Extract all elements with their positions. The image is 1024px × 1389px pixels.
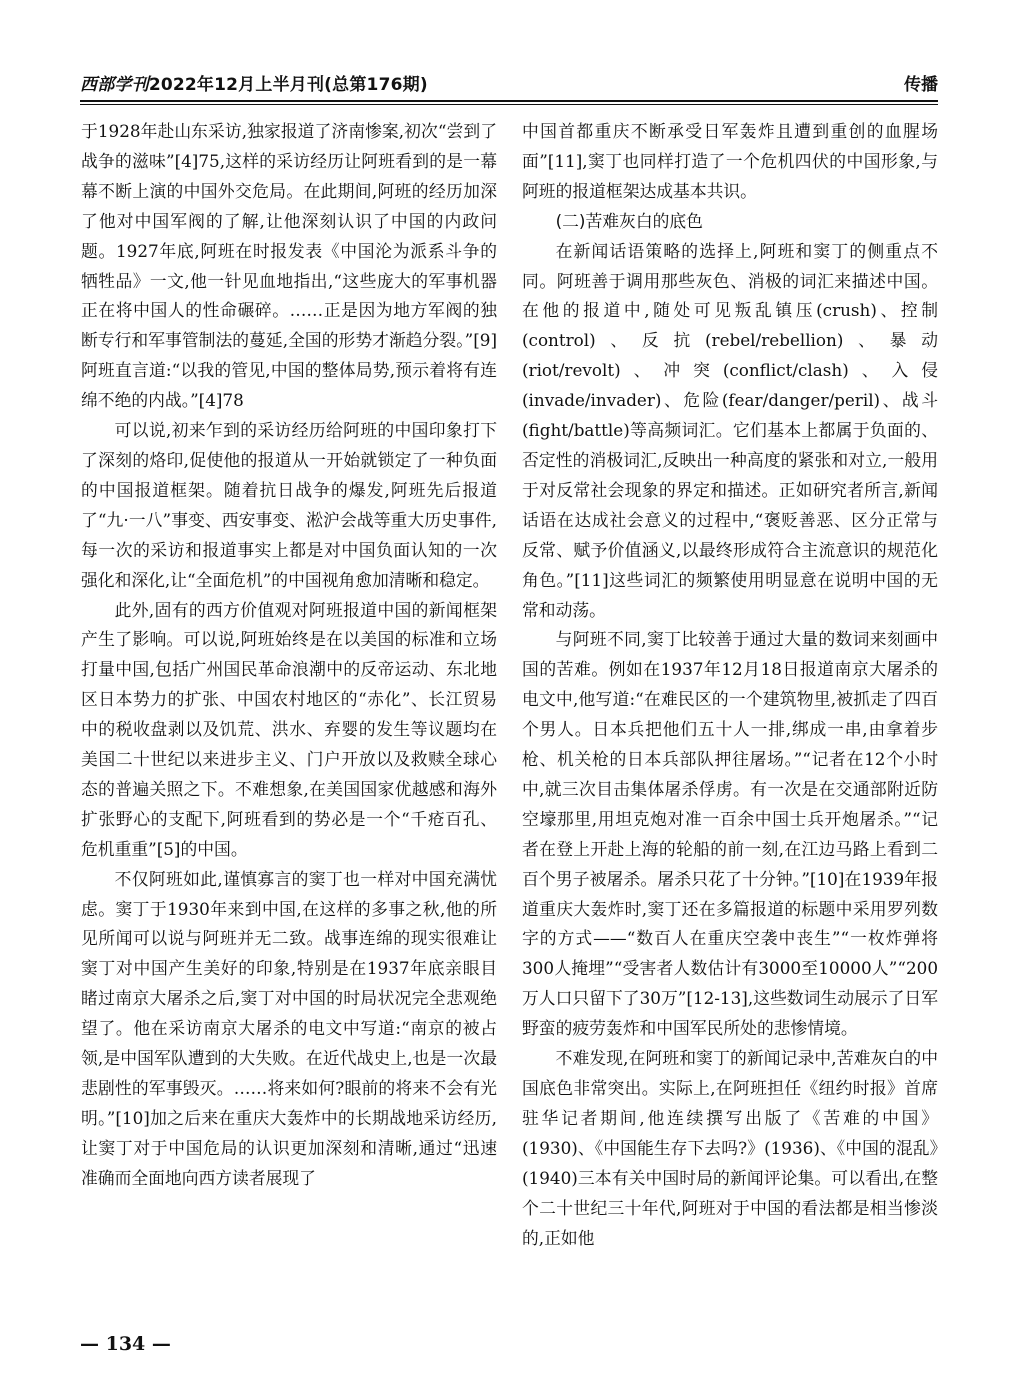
right-paragraph-2: 在新闻话语策略的选择上,阿班和窦丁的侧重点不同。阿班善于调用那些灰色、消极的词汇来描述中国。在他的报道中,随处可见叛乱镇压(crush)、控制(control)、反抗(rebel/rebellion)、暴动(riot/revolt)、冲突(conflict/clash)、入侵(invade/invader)、危险(fear/danger/peril)、战斗(fight/battle)等高频词汇。它们基本上都属于负面的、否定性的消极词汇,反映出一种高度的紧张和对立,一般用于对反常社会现象的界定和描述。正如研究者所言,新闻话语在达成社会意义的过程中,“褒贬善恶、区分正常与反常、赋予价值涵义,以最终形成符合主流意识的规范化角色。”[11]这些词汇的频繁使用明显意在说明中国的无常和动荡。 <box>522 240 938 620</box>
journal-logo: 西部学刊 <box>80 75 149 95</box>
left-paragraph-4: 不仅阿班如此,谨慎寡言的窦丁也一样对中国充满忧虑。窦丁于1930年来到中国,在这样的多事之秋,他的所见所闻可以说与阿班并无二致。战事连绵的现实很难让窦丁对中国产生美好的印象,特别是在1937年底亲眼目睹过南京大屠杀之后,窦丁对中国的时局状况完全悲观绝望了。他在采访南京大屠杀的电文中写道:“南京的被占领,是中国军队遭到的大失败。在近代战史上,也是一次最悲剧性的军事毁灭。……将来如何?眼前的将来不会有光明。”[10]加之后来在重庆大轰炸中的长期战地采访经历,让窦丁对于中国危局的认识更加深刻和清晰,通过“迅速准确而全面地向西方读者展现了 <box>81 868 497 1188</box>
right-paragraph-4: 不难发现,在阿班和窦丁的新闻记录中,苦难灰白的中国底色非常突出。实际上,在阿班担任《纽约时报》首席驻华记者期间,他连续撰写出版了《苦难的中国》(1930)、《中国能生存下去吗?》(1936)、《中国的混乱》(1940)三本有关中国时局的新闻评论集。可以看出,在整个二十世纪三十年代,阿班对于中国的看法都是相当惨淡的,正如他 <box>522 1048 938 1248</box>
left-paragraph-3: 此外,固有的西方价值观对阿班报道中国的新闻框架产生了影响。可以说,阿班始终是在以美国的标准和立场打量中国,包括广州国民革命浪潮中的反帝运动、东北地区日本势力的扩张、中国农村地区的“赤化”、长江贸易中的税收盘剥以及饥荒、洪水、弃婴的发生等议题均在美国二十世纪以来进步主义、门户开放以及救赎全球心态的普遍关照之下。不难想象,在美国国家优越感和海外扩张野心的支配下,阿班看到的势必是一个“千疮百孔、危机重重”[5]的中国。 <box>81 599 497 859</box>
right-column <box>522 117 938 1332</box>
running-header <box>80 62 938 98</box>
left-paragraph-2: 可以说,初来乍到的采访经历给阿班的中国印象打下了深刻的烙印,促使他的报道从一开始就锁定了一种负面的中国报道框架。随着抗日战争的爆发,阿班先后报道了“九·一八”事变、西安事变、淞沪会战等重大历史事件,每一次的采访和报道事实上都是对中国负面认知的一次强化和深化,让“全面危机”的中国视角愈加清晰和稳定。 <box>81 420 497 590</box>
left-paragraph-1: 于1928年赴山东采访,独家报道了济南惨案,初次“尝到了战争的滋味”[4]75,这样的采访经历让阿班看到的是一幕幕不断上演的中国外交危局。在此期间,阿班的经历加深了他对中国军阀的了解,让他深刻认识了中国的内政问题。1927年底,阿班在时报发表《中国沦为派系斗争的牺牲品》一文,他一针见血地指出,“这些庞大的军事机器正在将中国人的性命碾碎。……正是因为地方军阀的独断专行和军事管制法的蔓延,全国的形势才渐趋分裂。”[9]阿班直言道:“以我的管见,中国的整体局势,预示着将有连绵不绝的内战。”[4]78 <box>81 121 497 411</box>
page-number: — 134 — <box>80 1333 171 1355</box>
right-paragraph-1: 中国首都重庆不断承受日军轰炸且遭到重创的血腥场面”[11],窦丁也同样打造了一个危机四伏的中国形象,与阿班的报道框架达成基本共识。 <box>522 121 938 201</box>
header-rule <box>80 100 938 102</box>
left-column <box>81 117 497 1332</box>
header-rule-thin <box>80 104 938 105</box>
section-label: 传播 <box>904 75 938 95</box>
journal-issue-line <box>80 70 428 95</box>
right-paragraph-3: 与阿班不同,窦丁比较善于通过大量的数词来刻画中国的苦难。例如在1937年12月18日报道南京大屠杀的电文中,他写道:“在难民区的一个建筑物里,被抓走了四百个男人。日本兵把他们五十人一排,绑成一串,由拿着步枪、机关枪的日本兵部队押往屠场。”“记者在12个小时中,就三次目击集体屠杀俘虏。有一次是在交通部附近防空壕那里,用坦克炮对准一百余中国士兵开炮屠杀。”“记者在登上开赴上海的轮船的前一刻,在江边马路上看到二百个男子被屠杀。屠杀只花了十分钟。”[10]在1939年报道重庆大轰炸时,窦丁还在多篇报道的标题中采用罗列数字的方式——“数百人在重庆空袭中丧生”“一枚炸弹将300人掩埋”“受害者人数估计有3000至10000人”“200万人口只留下了30万”[12-13],这些数词生动展示了日军野蛮的疲劳轰炸和中国军民所处的悲惨情境。 <box>522 629 938 1039</box>
section-subheading: (二)苦难灰白的底色 <box>555 210 703 231</box>
issue-info: 2022年12月上半月刊(总第176期) <box>148 75 428 95</box>
